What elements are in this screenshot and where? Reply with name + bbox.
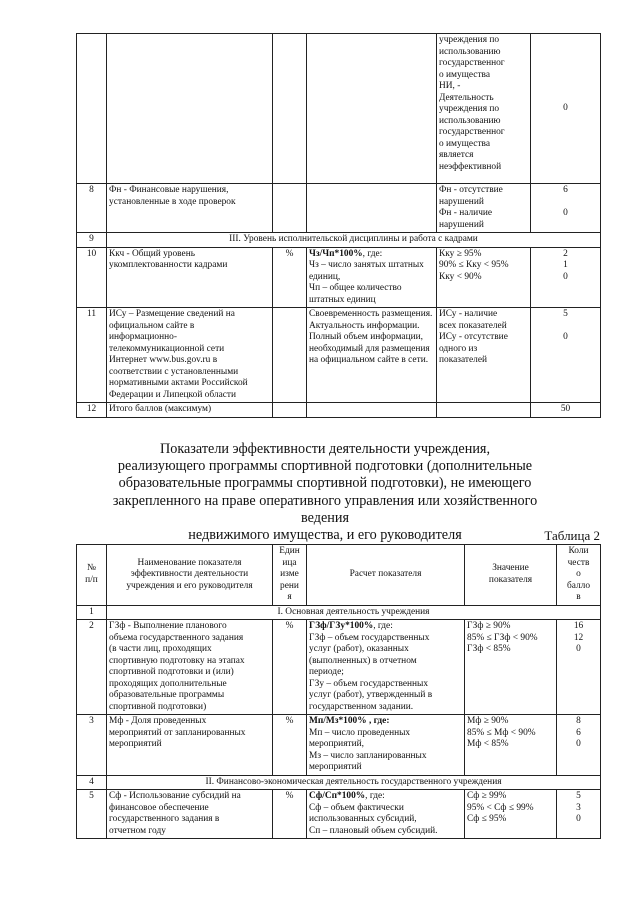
- unit: [273, 308, 307, 403]
- row-num: 10: [77, 247, 107, 308]
- calculation: [307, 620, 465, 715]
- score: 8 6 0: [557, 715, 601, 776]
- unit: %: [273, 620, 307, 715]
- unit: [273, 403, 307, 418]
- indicator-value: Сф ≥ 99% 95% < Сф ≤ 99% Сф ≤ 95%: [465, 790, 557, 839]
- section-heading: Показатели эффективности деятельности учреждения, реализующего программы спортивной подготовки (дополнительные образовательные программы спортивной подготовки), не имеющего закрепленного на праве оперативного управления или хозяйственного ведения недвижимого имущества, и его руководителя: [112, 441, 538, 544]
- table-row: [77, 790, 601, 839]
- table-header-row: [77, 545, 601, 606]
- calculation: Своевременность размещения. Актуальность информации. Полный объем информации, необходимый для размещения на официальном сайте в сети.: [307, 308, 437, 403]
- indicator-value: Кку ≥ 95% 90% ≤ Кку < 95% Кку < 90%: [437, 247, 531, 308]
- indicator-name: ГЗф - Выполнение планового объема государственного задания (в части лиц, проходящих спортивную подготовку на этапах спортивной подготовки и (или) проходящих дополнительные образовательные программы спортивной подготовки): [107, 620, 273, 715]
- table-row: [77, 308, 601, 403]
- row-num: 4: [77, 775, 107, 790]
- section-title: II. Финансово-экономическая деятельность государственного учреждения: [107, 775, 601, 790]
- indicator-value: учреждения по использованию государственног о имущества НИ, - Деятельность учреждения по использованию государственног о имущества является неэффективной: [437, 34, 531, 184]
- formula: Мп/Мз*100% , где:: [309, 716, 390, 726]
- unit: [273, 34, 307, 184]
- formula-explanation: , где: Чз – число занятых штатных единиц, Чп – общее количество штатных единиц: [309, 248, 424, 305]
- formula-explanation: , где: Сф – объем фактически использованных субсидий, Сп – плановый объем субсидий.: [309, 791, 438, 836]
- calculation: [307, 247, 437, 308]
- header-calc: Расчет показателя: [307, 545, 465, 606]
- header-name: Наименование показателя эффективности деятельности учреждения и его руководителя: [107, 545, 273, 606]
- row-num: 12: [77, 403, 107, 418]
- score: 5 0: [531, 308, 601, 403]
- formula: ГЗф/ГЗу*100%: [309, 621, 374, 631]
- row-num: 1: [77, 605, 107, 620]
- row-num: 9: [77, 233, 107, 248]
- total-row: [77, 403, 601, 418]
- section-row: [77, 233, 601, 248]
- row-num: 3: [77, 715, 107, 776]
- unit: %: [273, 247, 307, 308]
- formula: Сф/Сп*100%: [309, 791, 366, 801]
- row-num: 2: [77, 620, 107, 715]
- calculation: [307, 403, 437, 418]
- score: 0: [531, 34, 601, 184]
- indicator-value: ИСу - наличие всех показателей ИСу - отсутствие одного из показателей: [437, 308, 531, 403]
- indicator-name: ИСу – Размещение сведений на официальном сайте в информационно- телекоммуникационной сети Интернет www.bus.gov.ru в соответствии с установленными нормативными актами Российской Федерации и Липецкой области: [107, 308, 273, 403]
- score: 50: [531, 403, 601, 418]
- indicator-name: Итого баллов (максимум): [107, 403, 273, 418]
- unit: %: [273, 715, 307, 776]
- row-num: 5: [77, 790, 107, 839]
- row-num: 8: [77, 184, 107, 233]
- header-value: Значение показателя: [465, 545, 557, 606]
- table-row: [77, 715, 601, 776]
- table-2: [76, 544, 601, 839]
- unit: [273, 184, 307, 233]
- table-row: [77, 620, 601, 715]
- score: 6 0: [531, 184, 601, 233]
- table-row: [77, 247, 601, 308]
- row-num: [77, 34, 107, 184]
- calculation: [307, 184, 437, 233]
- score: 5 3 0: [557, 790, 601, 839]
- section-title: I. Основная деятельность учреждения: [107, 605, 601, 620]
- table-1-continuation: [76, 33, 601, 418]
- score: 2 1 0: [531, 247, 601, 308]
- calculation: [307, 790, 465, 839]
- indicator-value: ГЗф ≥ 90% 85% ≤ ГЗф < 90% ГЗф < 85%: [465, 620, 557, 715]
- indicator-value: Мф ≥ 90% 85% ≤ Мф < 90% Мф < 85%: [465, 715, 557, 776]
- table-caption: Таблица 2: [544, 528, 600, 543]
- header-score: Коли честв о балло в: [557, 545, 601, 606]
- table-row: [77, 34, 601, 184]
- indicator-name: Ккч - Общий уровень укомплектованности кадрами: [107, 247, 273, 308]
- section-title: III. Уровень исполнительской дисциплины и работа с кадрами: [107, 233, 601, 248]
- header-num: № п/п: [77, 545, 107, 606]
- header-unit: Един ица изме рени я: [273, 545, 307, 606]
- section-row: [77, 605, 601, 620]
- calculation: [307, 34, 437, 184]
- table-row: [77, 184, 601, 233]
- indicator-name: Мф - Доля проведенных мероприятий от запланированных мероприятий: [107, 715, 273, 776]
- calculation: [307, 715, 465, 776]
- indicator-name: [107, 34, 273, 184]
- section-row: [77, 775, 601, 790]
- score: 16 12 0: [557, 620, 601, 715]
- formula-explanation: , где: ГЗф – объем государственных услуг (работ), оказанных (выполненных) в отчетном периоде; ГЗу – объем государственных услуг (работ), утвержденный в государственном задании.: [309, 621, 433, 712]
- indicator-name: Фн - Финансовые нарушения, установленные в ходе проверок: [107, 184, 273, 233]
- indicator-name: Сф - Использование субсидий на финансовое обеспечение государственного задания в отчетном году: [107, 790, 273, 839]
- formula: Чз/Чп*100%: [309, 248, 363, 259]
- formula-explanation: Мп – число проведенных мероприятий, Мз – число запланированных мероприятий: [309, 727, 427, 772]
- indicator-value: Фн - отсутствие нарушений Фн - наличие нарушений: [437, 184, 531, 233]
- indicator-value: [437, 403, 531, 418]
- unit: %: [273, 790, 307, 839]
- row-num: 11: [77, 308, 107, 403]
